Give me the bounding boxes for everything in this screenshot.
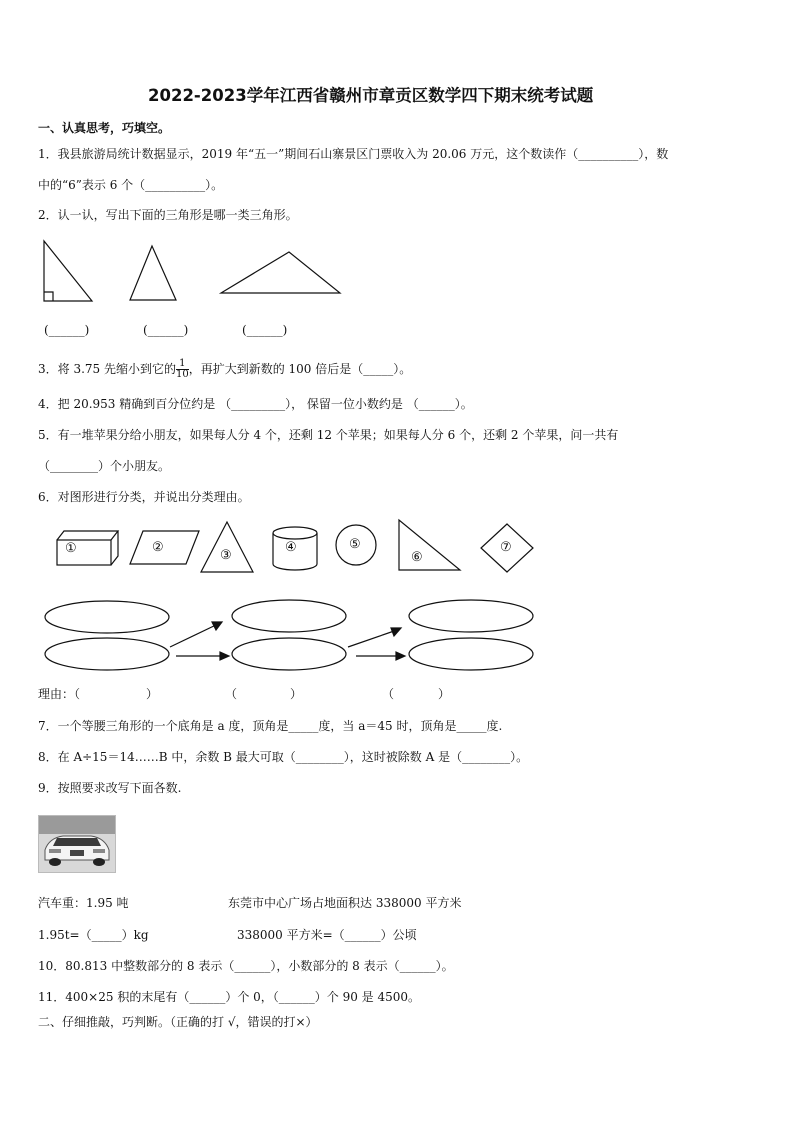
question-11-text: 11．400×25 积的末尾有（______）个 0，（______）个 90 是 4500。 xyxy=(38,990,421,1004)
class-ellipse-right-bottom xyxy=(409,638,533,670)
parallelogram-shape-figure xyxy=(130,531,199,564)
triangle-answer-blank-2[interactable]: (______) xyxy=(143,323,189,337)
shape-label-7: ⑦ xyxy=(500,540,512,555)
arrow-4 xyxy=(356,652,405,660)
shape-label-6: ⑥ xyxy=(411,550,423,565)
triangle-answer-blank-3[interactable]: (______) xyxy=(242,323,288,337)
reason-label: 理由：（ xyxy=(38,687,81,701)
question-1-line-1: 1．我县旅游局统计数据显示，2019 年“五一”期间石山寨景区门票收入为 20.06 万元，这个数读作（__________），数 xyxy=(38,147,669,161)
conversion-2: 338000 平方米=（______）公顷 xyxy=(237,928,417,942)
acute-triangle-figure xyxy=(130,246,176,300)
question-8-text: 8．在 A÷15＝14……B 中，余数 B 最大可取（________），这时被除数 A 是（________）。 xyxy=(38,750,529,764)
reason-close-1: ） xyxy=(146,687,159,701)
shape-label-3: ③ xyxy=(220,548,232,563)
question-1-line-2: 中的“6”表示 6 个（__________）。 xyxy=(38,178,224,192)
plaza-area-text: 东莞市中心广场占地面积达 338000 平方米 xyxy=(228,896,462,910)
arrow-3 xyxy=(348,628,401,647)
reason-open-3[interactable]: （ xyxy=(382,687,395,701)
question-5-line-1: 5．有一堆苹果分给小朋友，如果每人分 4 个，还剩 12 个苹果；如果每人分 6 个，还剩 2 个苹果，问一共有 xyxy=(38,428,619,442)
class-ellipse-middle-bottom xyxy=(232,638,346,670)
class-ellipse-middle-top xyxy=(232,600,346,632)
right-triangle-figure xyxy=(44,241,92,301)
page-title: 2022-2023学年江西省赣州市章贡区数学四下期末统考试题 xyxy=(148,86,594,105)
shape-label-1: ① xyxy=(65,541,77,556)
question-2-text: 2．认一认，写出下面的三角形是哪一类三角形。 xyxy=(38,208,298,222)
class-ellipse-right-top xyxy=(409,600,533,632)
question-9-text: 9．按照要求改写下面各数. xyxy=(38,781,182,795)
triangle-answer-blank-1[interactable]: (______) xyxy=(44,323,90,337)
right-triangle-shape-figure xyxy=(399,520,460,570)
car-photo xyxy=(38,815,116,873)
question-6-text: 6．对图形进行分类，并说出分类理由。 xyxy=(38,490,250,504)
question-5-line-2: （________）个小朋友。 xyxy=(38,459,171,473)
question-10-text: 10．80.813 中整数部分的 8 表示（______），小数部分的 8 表示（______）。 xyxy=(38,959,454,973)
arrow-1 xyxy=(170,622,222,647)
question-7-text: 7．一个等腰三角形的一个底角是 a 度，顶角是_____度，当 a＝45 时，顶角是_____度. xyxy=(38,719,503,733)
arrow-2 xyxy=(176,652,229,660)
conversion-1: 1.95t=（_____）kg xyxy=(38,928,149,942)
shape-label-2: ② xyxy=(152,540,164,555)
section-1-heading: 一、认真思考，巧填空。 xyxy=(38,121,171,135)
class-ellipse-left-top xyxy=(45,601,169,633)
obtuse-triangle-figure xyxy=(221,252,340,293)
shape-label-4: ④ xyxy=(285,540,297,555)
reason-close-3: ） xyxy=(438,687,451,701)
fraction-one-tenth: $\frac{1}{10}$ xyxy=(175,358,189,380)
shape-label-5: ⑤ xyxy=(349,537,361,552)
triangle-shape-figure xyxy=(201,522,253,572)
section-2-heading: 二、仔细推敲，巧判断。（正确的打 √，错误的打×） xyxy=(38,1015,318,1029)
question-3-text xyxy=(38,357,411,381)
question-3-before: 3．将 3.75 先缩小到它的 xyxy=(38,362,176,376)
class-ellipse-left-bottom xyxy=(45,638,169,670)
question-3-after: ，再扩大到新数的 100 倍后是（_____）。 xyxy=(188,362,412,376)
car-weight-text: 汽车重：1.95 吨 xyxy=(38,896,129,910)
question-4-text: 4．把 20.953 精确到百分位约是 （_________）， 保留一位小数约是 （______）。 xyxy=(38,397,473,411)
reason-close-2: ） xyxy=(290,687,303,701)
reason-open-2[interactable]: （ xyxy=(225,687,238,701)
